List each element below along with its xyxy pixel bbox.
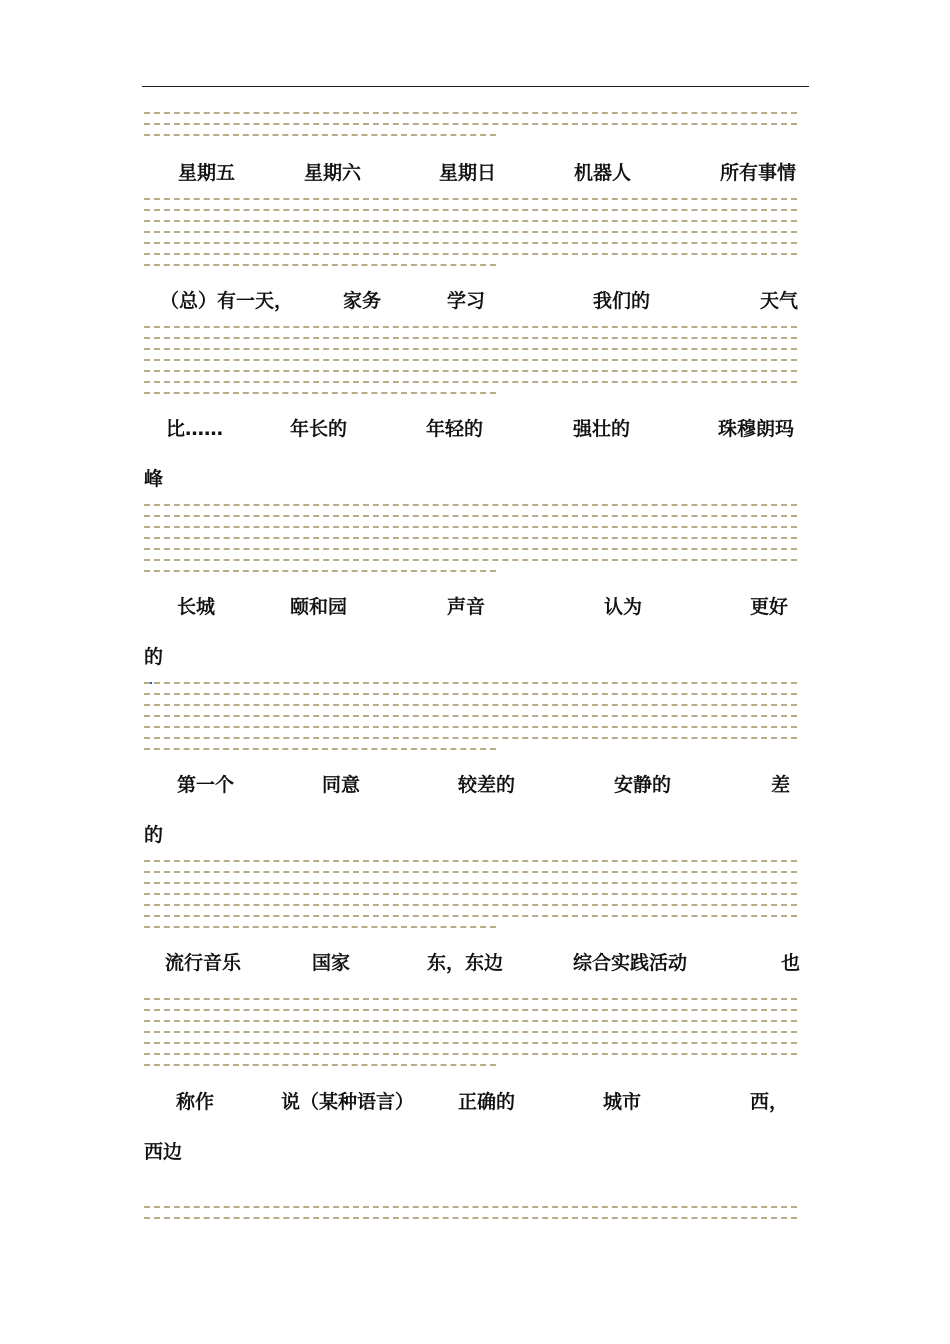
vocab-row: [0, 1087, 950, 1117]
vocab-row: [0, 286, 950, 316]
vocab-word: 强壮的: [573, 418, 631, 440]
vocab-word: 国家: [312, 952, 351, 974]
vocab-word: 珠穆朗玛: [718, 418, 795, 440]
vocab-word: 年轻的: [426, 418, 484, 440]
vocab-word: 也: [781, 952, 801, 974]
vocab-row: [0, 1137, 950, 1167]
vocab-word: 城市: [603, 1091, 642, 1113]
vocab-word: 颐和园: [290, 596, 348, 618]
answer-lines: [144, 504, 797, 581]
vocab-word: 的: [144, 824, 164, 846]
vocab-word: 西，: [750, 1091, 789, 1113]
answer-lines: [144, 860, 797, 937]
vocab-row: [0, 464, 950, 494]
vocab-word: 东，东边: [427, 952, 504, 974]
vocab-row: [0, 820, 950, 850]
vocab-word: （总）有一天，: [160, 290, 294, 312]
answer-lines: [144, 198, 797, 275]
answer-lines: [144, 998, 797, 1075]
vocab-word: 称作: [176, 1091, 215, 1113]
vocab-row: [0, 592, 950, 622]
vocab-word: 安静的: [614, 774, 672, 796]
vocab-word: 正确的: [458, 1091, 516, 1113]
vocab-word: 说（某种语言）: [281, 1091, 415, 1113]
vocab-word: 认为: [604, 596, 643, 618]
vocab-word: 星期五: [178, 162, 236, 184]
answer-lines: [144, 682, 797, 759]
vocab-word: 星期日: [439, 162, 497, 184]
vocab-row: [0, 770, 950, 800]
vocab-word: 较差的: [458, 774, 516, 796]
vocab-word: 学习: [447, 290, 486, 312]
vocab-row: [0, 948, 950, 978]
vocab-word: 年长的: [290, 418, 348, 440]
answer-lines: [144, 112, 797, 145]
vocab-word: 峰: [144, 468, 164, 490]
vocab-word: 机器人: [574, 162, 632, 184]
vocab-word: 综合实践活动: [573, 952, 688, 974]
vocab-word: 我们的: [593, 290, 651, 312]
vocab-word: 差: [771, 774, 791, 796]
vocab-word: 声音: [447, 596, 486, 618]
vocab-word: 更好: [750, 596, 789, 618]
vocab-word: 家务: [343, 290, 382, 312]
vocab-word: 的: [144, 646, 164, 668]
vocab-word: 比……: [166, 418, 224, 440]
vocab-row: [0, 414, 950, 444]
answer-lines: [144, 326, 797, 403]
header-rule: [142, 86, 809, 87]
vocab-row: [0, 642, 950, 672]
vocab-word: 同意: [322, 774, 361, 796]
vocab-word: 所有事情: [720, 162, 797, 184]
vocab-word: 长城: [177, 596, 216, 618]
vocab-word: 天气: [760, 290, 799, 312]
vocab-row: [0, 158, 950, 188]
vocab-word: 西边: [144, 1141, 183, 1163]
vocab-word: 星期六: [304, 162, 362, 184]
vocab-word: 流行音乐: [165, 952, 242, 974]
vocab-word: 第一个: [177, 774, 235, 796]
answer-lines: [144, 1206, 797, 1228]
